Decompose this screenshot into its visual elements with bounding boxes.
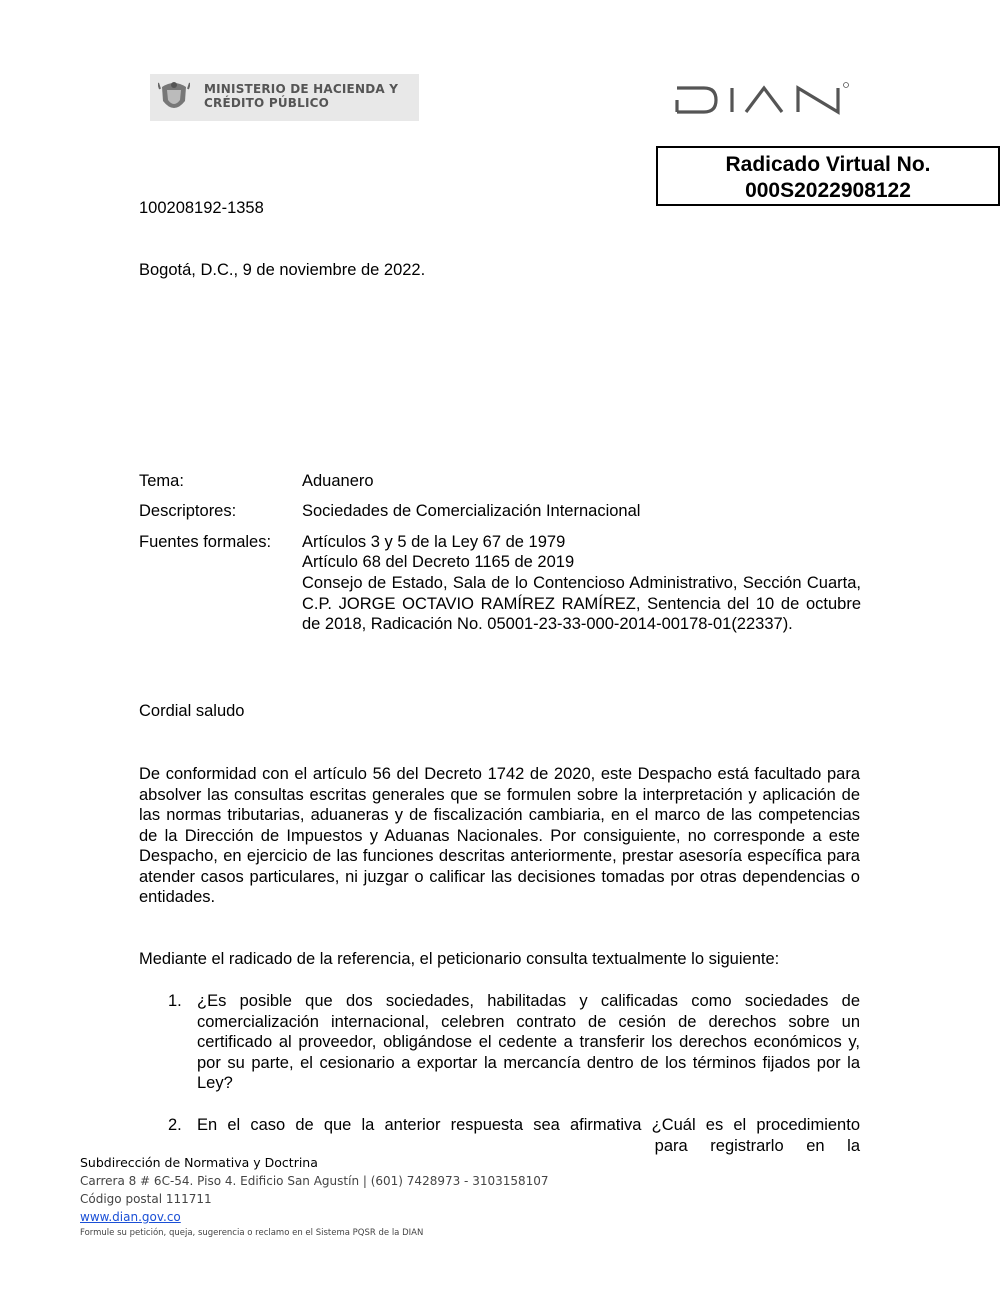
dian-logo — [674, 80, 854, 118]
radicado-label: Radicado Virtual No. — [725, 153, 931, 176]
ministry-logo — [150, 74, 419, 121]
greeting: Cordial saludo — [139, 702, 245, 720]
question-text-line2: para registrarlo en la — [654, 1137, 860, 1155]
ministry-name — [204, 82, 398, 110]
date-line: Bogotá, D.C., 9 de noviembre de 2022. — [139, 261, 426, 279]
question-text-line1: En el caso de que la anterior respuesta sea afirmativa ¿Cuál es el procedimiento — [197, 1116, 860, 1134]
paragraph-competence: De conformidad con el artículo 56 del Decreto 1742 de 2020, este Despacho está facultado para absolver las consultas escritas generales que se formulen sobre la interpretación y aplicación de las normas tributarias, aduaneras y de fiscalización cambiaria, en el marco de las competencias de la Dirección de Impuestos y Aduanas Nacionales. Por consiguiente, no corresponde a este Despacho, en ejercicio de las funciones descritas anteriormente, prestar asesoría específica para atender casos particulares, ni juzgar o calificar las decisiones tomadas por otras dependencias o entidades. — [139, 765, 860, 906]
question-text: ¿Es posible que dos sociedades, habilitadas y calificadas como sociedades de comercialización internacional, celebren contrato de cesión de derechos sobre un certificado al proveedor, obligándose el cedente a transferir los derechos económicos y, por su parte, el cesionario a exportar la mercancía dentro de los términos fijados por la Ley? — [197, 992, 860, 1092]
tema-value: Aduanero — [302, 472, 374, 490]
descriptores-value: Sociedades de Comercialización Internacional — [302, 502, 641, 520]
coat-of-arms-icon — [158, 79, 190, 116]
descriptores-label: Descriptores: — [139, 502, 237, 520]
fuentes-value-3: Consejo de Estado, Sala de lo Contencioso Administrativo, Sección Cuarta, C.P. JORGE OCTAVIO RAMÍREZ RAMÍREZ, Sentencia del 10 de octubre de 2018, Radicación No. 05001-23-33-000-2014-00178-01(22337). — [302, 574, 861, 633]
fuentes-label: Fuentes formales: — [139, 533, 272, 551]
radicado-number: 000S2022908122 — [745, 179, 911, 202]
fuentes-value-1: Artículos 3 y 5 de la Ley 67 de 1979 — [302, 533, 566, 551]
tema-label: Tema: — [139, 472, 184, 490]
footer-website-link[interactable]: www.dian.gov.co — [80, 1210, 181, 1224]
paragraph-consultation: Mediante el radicado de la referencia, el peticionario consulta textualmente lo siguiente: — [139, 950, 780, 968]
footer-postal-code: Código postal 111711 — [80, 1192, 212, 1206]
question-number: 1. — [168, 992, 182, 1010]
footer-pqsr-note: Formule su petición, queja, sugerencia o reclamo en el Sistema PQSR de la DIAN — [80, 1228, 424, 1238]
footer-address: Carrera 8 # 6C-54. Piso 4. Edificio San Agustín | (601) 7428973 - 3103158107 — [80, 1174, 549, 1188]
question-number: 2. — [168, 1116, 182, 1134]
radicado-box — [656, 146, 1000, 206]
footer-department: Subdirección de Normativa y Doctrina — [80, 1155, 318, 1170]
reference-number: 100208192-1358 — [139, 199, 264, 217]
fuentes-value-2: Artículo 68 del Decreto 1165 de 2019 — [302, 553, 575, 571]
ministry-name-line2: CRÉDITO PÚBLICO — [204, 96, 330, 110]
ministry-name-line1: MINISTERIO DE HACIENDA Y — [204, 82, 399, 96]
